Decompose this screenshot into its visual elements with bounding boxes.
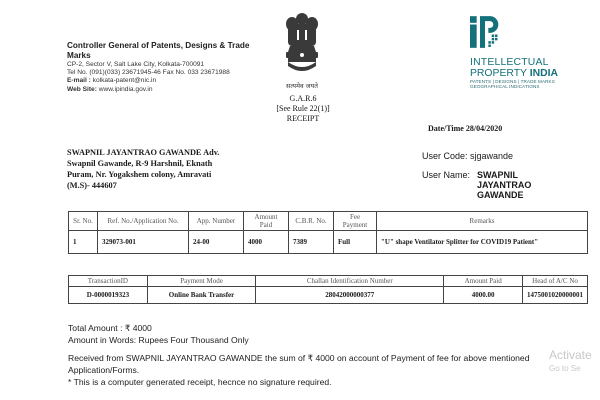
cell-fee-payment: Full: [334, 231, 377, 254]
total-amount-value: 4000: [132, 323, 152, 333]
logo-sub2: GEOGRAPHICAL INDICATIONS: [470, 84, 540, 90]
office-block: [67, 41, 252, 94]
total-amount-row: [68, 322, 598, 334]
form-rule: [See Rule 22(1)]: [276, 104, 330, 113]
totals-block: [68, 322, 598, 388]
table-row: [69, 231, 588, 254]
addressee-line2: Swapnil Gawande, R-9 Harshnil, Eknath: [67, 159, 213, 168]
rupee-icon: ₹: [307, 353, 314, 363]
transaction-table: [68, 275, 588, 304]
cell-sr-no: 1: [69, 231, 98, 254]
col-remarks: Remarks: [377, 212, 588, 231]
user-name-label: User Name:: [422, 170, 471, 180]
cell-app-number: 24-00: [189, 231, 244, 254]
col-payment-mode: Payment Mode: [147, 276, 255, 287]
cell-transaction-id: D-0000019323: [69, 287, 148, 304]
email-label: E-mail :: [67, 77, 91, 85]
ip-india-logo-mark-icon: [470, 12, 500, 52]
cell-payment-mode: Online Bank Transfer: [147, 287, 255, 304]
national-emblem: [263, 10, 341, 90]
addressee-block: [67, 147, 282, 191]
logo-line2-a: PROPERTY: [470, 68, 527, 79]
user-code: User Code: sjgawande: [422, 151, 514, 161]
form-heading: [255, 94, 351, 124]
cell-remarks: "U" shape Ventilator Splitter for COVID19 Patient": [377, 231, 588, 254]
office-email-row: [67, 77, 252, 85]
table-row: [69, 287, 588, 304]
received-text-c: Application/Forms.: [68, 365, 140, 375]
user-name-value: SWAPNIL JAYANTRAO GAWANDE: [477, 170, 532, 200]
addressee-line4: (M.S)- 444607: [67, 181, 117, 190]
office-tel: Tel No. (091)(033) 23671945-46 Fax No. 033 23671988: [67, 69, 230, 77]
cell-t2-amount-paid: 4000.00: [444, 287, 523, 304]
col-transaction-id: TransactionID: [69, 276, 148, 287]
cell-ref-no: 329073-001: [98, 231, 189, 254]
table-header-row: [69, 276, 588, 287]
fee-details-table: [68, 211, 588, 254]
receipt-datetime: Date/Time 28/04/2020: [428, 124, 503, 133]
col-amount-paid: Amount Paid: [244, 212, 289, 231]
total-amount-label: Total Amount :: [68, 323, 123, 333]
cell-amount-paid: 4000: [244, 231, 289, 254]
watermark-line2: Go to Se: [549, 364, 581, 373]
col-challan-id: Challan Identification Number: [256, 276, 444, 287]
office-website: www.ipindia.gov.in: [98, 85, 153, 93]
table-header-row: [69, 212, 588, 231]
logo-line2: [470, 68, 580, 79]
website-label: Web Site:: [67, 85, 97, 93]
amount-in-words: Amount in Words: Rupees Four Thousand Only: [68, 335, 249, 345]
office-website-row: [67, 86, 252, 94]
col-app-number: App. Number: [189, 212, 244, 231]
emblem-motto: सत्यमेव जयते: [286, 82, 318, 90]
col-head-of-ac: Head of A/C No: [523, 276, 588, 287]
addressee-line3: Puram, Nr. Yogakshem colony, Amravati: [67, 170, 212, 179]
ip-india-logo: [470, 12, 580, 89]
received-text-b: 4000 on account of Payment of fee for above mentioned: [315, 353, 530, 363]
form-title: RECEIPT: [286, 114, 320, 123]
col-cbr-no: C.B.R. No.: [289, 212, 334, 231]
received-statement: [68, 352, 598, 364]
office-email: kolkata-patent@nic.in: [92, 77, 157, 85]
lion-capital-icon: [280, 10, 324, 80]
activation-watermark: [549, 348, 592, 373]
cell-cbr-no: 7389: [289, 231, 334, 254]
logo-sub1: PATENTS | DESIGNS | TRADE MARKS: [470, 79, 555, 84]
form-code: G.A.R.6: [289, 94, 317, 103]
col-sr-no: Sr. No.: [69, 212, 98, 231]
cell-challan-id: 28042000000377: [256, 287, 444, 304]
rupee-icon: ₹: [124, 323, 131, 333]
col-fee-payment: Fee Payment: [334, 212, 377, 231]
logo-line2-b: INDIA: [529, 68, 558, 79]
office-name: Controller General of Patents, Designs & Trade Marks: [67, 41, 250, 60]
received-text-a: Received from SWAPNIL JAYANTRAO GAWANDE the sum of: [68, 353, 306, 363]
office-address: CP-2, Sector V, Salt Lake City, Kolkata-700091: [67, 61, 205, 68]
col-ref-no: Ref. No./Application No.: [98, 212, 189, 231]
addressee-line1: SWAPNIL JAYANTRAO GAWANDE Adv.: [67, 148, 220, 157]
col-t2-amount-paid: Amount Paid: [444, 276, 523, 287]
watermark-line1: Activate: [549, 348, 592, 362]
logo-line1: INTELLECTUAL: [470, 57, 549, 68]
computer-generated-note: * This is a computer generated receipt, hecnce no signature required.: [68, 377, 332, 387]
cell-head-of-ac: 1475001020000001: [523, 287, 588, 304]
